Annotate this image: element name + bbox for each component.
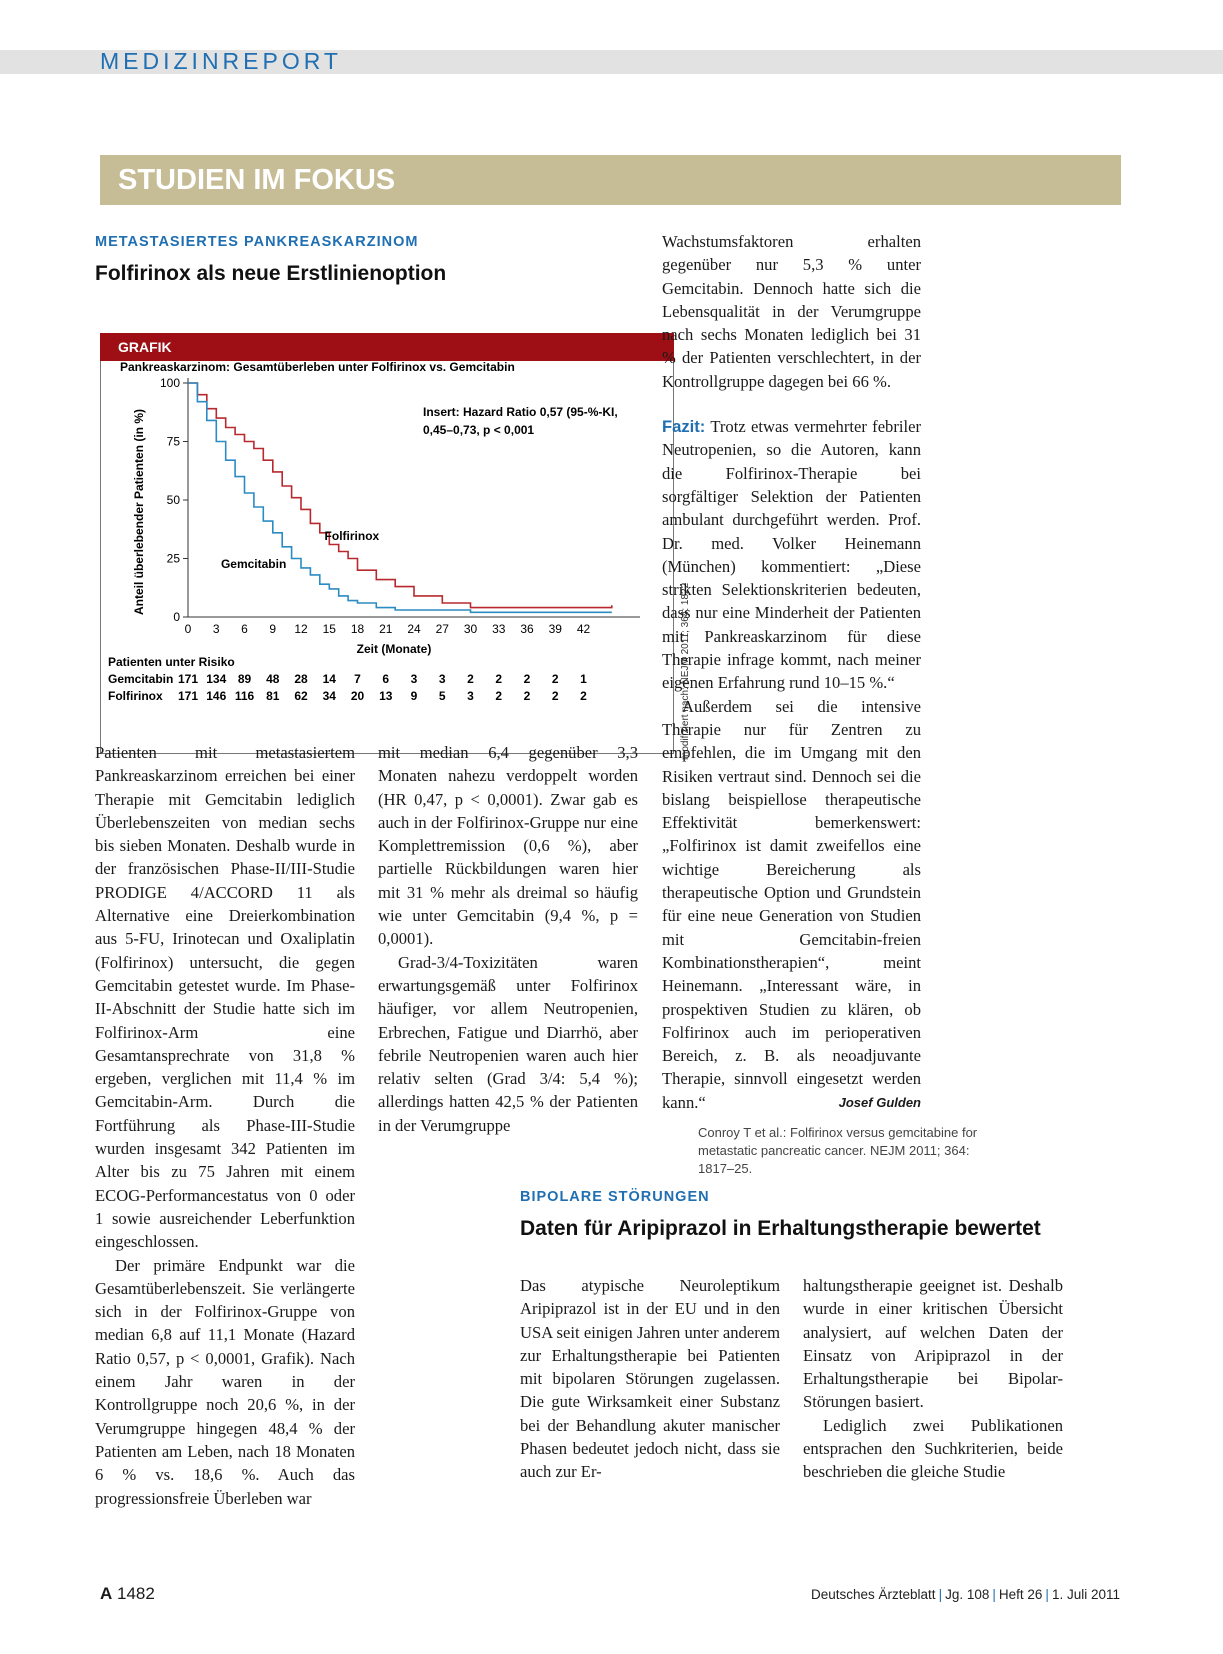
risk-value: 2 bbox=[551, 672, 559, 686]
journal-footer: Deutsches Ärzteblatt | Jg. 108 | Heft 26 | 1. Juli 2011 bbox=[811, 1587, 1120, 1602]
risk-value: 62 bbox=[294, 689, 308, 703]
x-tick-label: 0 bbox=[184, 622, 192, 636]
fazit-text: Trotz etwas vermehrter febriler Neutropenien, so die Autoren, kann die Folfirinox-Therapie bei sorgfältiger Selektion der Patienten ambulant durchgeführt werden. Prof. Dr. med. Volker Heinemann (München) kommentiert: „Diese strikten Selektionskriterien bedeuten, dass nur eine Minderheit der Patienten mit Pankreaskarzinom für diese Therapie infrage kommt, nach meiner eigenen Erfahrung rund 10–15 %.“ bbox=[662, 417, 921, 693]
x-tick-label: 30 bbox=[463, 622, 478, 636]
risk-value: 3 bbox=[410, 672, 418, 686]
paragraph: Lediglich zwei Publikationen entsprachen den Suchkriterien, beide beschrieben die gleiche Studie bbox=[803, 1415, 1063, 1482]
series-label-folfirinox: Folfirinox bbox=[324, 528, 380, 543]
risk-value: 28 bbox=[294, 672, 308, 686]
insert-text-line1: Insert: Hazard Ratio 0,57 (95-%-KI, bbox=[423, 405, 618, 419]
risk-value: 2 bbox=[523, 689, 531, 703]
x-tick-label: 24 bbox=[407, 622, 421, 636]
risk-value: 3 bbox=[438, 672, 446, 686]
article1-title: Folfirinox als neue Erstlinienoption bbox=[95, 262, 447, 285]
y-tick-label: 0 bbox=[173, 610, 180, 624]
paragraph bbox=[662, 695, 921, 1114]
risk-value: 2 bbox=[467, 672, 474, 686]
risk-value: 116 bbox=[234, 689, 255, 703]
paragraph: mit median 6,4 gegenüber 3,3 Monaten nahezu verdoppelt worden (HR 0,47, p < 0,0001). Zwar gab es auch in der Folfirinox-Gruppe nur eine Komplettremission (0,6 %), aber partielle Rückbildungen waren hier mit 31 % mehr als dreimal so häufig wie unter Gemcitabin (9,4 %, p = 0,0001). bbox=[378, 743, 638, 949]
risk-value: 2 bbox=[580, 689, 587, 703]
series-label-gemcitabin: Gemcitabin bbox=[220, 556, 287, 571]
risk-row-label: Folfirinox bbox=[108, 689, 163, 703]
paragraph: Das atypische Neuroleptikum Aripiprazol ist in der EU und in den USA seit einigen Jahren unter anderem zur Erhaltungstherapie bei Patienten mit bipolaren Störungen zugelassen. Die gute Wirksamkeit einer Substanz bei der Behandlung akuter manischer Phasen bedeutet jedoch nicht, dass sie auch zur Er- bbox=[520, 1276, 780, 1482]
x-tick-label: 42 bbox=[576, 622, 591, 636]
risk-value: 6 bbox=[382, 672, 390, 686]
paragraph: haltungstherapie geeignet ist. Deshalb wurde in einer kritischen Übersicht analysiert, auf welchen Daten der Einsatz von Aripiprazol in der Erhaltungstherapie bei Bipolar-Störungen basiert. bbox=[803, 1276, 1063, 1412]
fazit-paragraph bbox=[662, 415, 921, 695]
risk-value: 3 bbox=[467, 689, 474, 703]
reference: Conroy T et al.: Folfirinox versus gemcitabine for metastatic pancreatic cancer. NEJM 2011; 364: 1817–25. bbox=[698, 1125, 978, 1176]
y-tick-label: 75 bbox=[166, 434, 180, 449]
risk-value: 1 bbox=[580, 672, 587, 686]
risk-value: 134 bbox=[206, 672, 227, 686]
y-tick-label: 100 bbox=[159, 376, 180, 390]
x-tick-label: 12 bbox=[294, 622, 308, 636]
x-tick-label: 36 bbox=[520, 622, 534, 636]
risk-value: 20 bbox=[350, 689, 365, 703]
y-axis-label: Anteil überlebender Patienten (in %) bbox=[132, 408, 146, 616]
chart-label: GRAFIK bbox=[100, 333, 674, 361]
x-tick-label: 3 bbox=[212, 622, 220, 636]
paragraph: Wachstumsfaktoren erhalten gegenüber nur 5,3 % unter Gemcitabin. Dennoch hatte sich die Lebensqualität in der Verumgruppe nach sechs Monaten lediglich bei 31 % der Patienten verschlechtert, in der Kontrollgruppe dagegen bei 66 %. bbox=[662, 232, 921, 391]
article2-title: Daten für Aripiprazol in Erhaltungstherapie bewertet bbox=[520, 1217, 1041, 1240]
chart-title: Pankreaskarzinom: Gesamtüberleben unter Folfirinox vs. Gemcitabin bbox=[120, 361, 515, 374]
paragraph: Patienten mit metastasiertem Pankreaskarzinom erreichen bei einer Therapie mit Gemcitabin lediglich Überlebenszeiten von median sechs bis sieben Monaten. Deshalb wurde in der französischen Phase-II/III-Studie PRODIGE 4/ACCORD 11 als Alternative eine Dreierkombination aus 5-FU, Irinotecan und Oxaliplatin (Folfirinox) untersucht, die gegen Gemcitabin getestet wurde. Im Phase-II-Abschnitt der Studie hatte sich im Folfirinox-Arm eine Gesamtansprechrate von 31,8 % ergeben, verglichen mit 11,4 % im Gemcitabin-Arm. Durch die Fortführung als Phase-III-Studie wurden insgesamt 342 Patienten im Alter bis zu 75 Jahren mit einem ECOG-Performancestatus von 0 oder 1 sowie ausreichender Leberfunktion eingeschlossen. bbox=[95, 743, 355, 1252]
risk-value: 9 bbox=[410, 689, 418, 703]
author: Josef Gulden bbox=[838, 1094, 921, 1110]
x-tick-label: 27 bbox=[435, 622, 449, 636]
paragraph: Grad-3/4-Toxizitäten waren erwartungsgemäß unter Folfirinox häufiger, vor allem Neutropenien, Erbrechen, Fatigue und Diarrhö, aber febrile Neutropenien waren auch hier relativ selten (Grad 3/4: 5,4 %); allerdings hatten 42,5 % der Patienten in der Verumgruppe bbox=[378, 952, 638, 1135]
x-tick-label: 15 bbox=[322, 622, 336, 636]
risk-value: 146 bbox=[206, 689, 227, 703]
insert-text-line2: 0,45–0,73, p < 0,001 bbox=[423, 423, 535, 437]
section-label: MEDIZINREPORT bbox=[100, 48, 342, 74]
article1-column-2 bbox=[378, 741, 638, 1137]
x-tick-label: 21 bbox=[379, 622, 393, 636]
x-tick-label: 9 bbox=[269, 622, 277, 636]
y-tick-label: 50 bbox=[166, 493, 180, 507]
article2-column-2 bbox=[803, 1274, 1063, 1484]
fazit-label: Fazit: bbox=[662, 417, 706, 437]
risk-value: 89 bbox=[237, 672, 252, 686]
risk-row-label: Gemcitabin bbox=[108, 672, 174, 686]
risk-value: 13 bbox=[379, 689, 393, 703]
chart-source: modifiziert nach: NEJM 2011; 364: 1822 bbox=[680, 582, 691, 760]
x-tick-label: 39 bbox=[548, 622, 562, 636]
section-banner: STUDIEN IM FOKUS bbox=[100, 155, 1121, 205]
y-tick-label: 25 bbox=[166, 551, 180, 566]
x-tick-label: 33 bbox=[492, 622, 506, 636]
risk-value: 7 bbox=[354, 672, 361, 686]
risk-value: 2 bbox=[495, 672, 503, 686]
risk-value: 2 bbox=[551, 689, 559, 703]
x-tick-label: 6 bbox=[241, 622, 248, 636]
x-tick-label: 18 bbox=[350, 622, 365, 636]
x-axis-label: Zeit (Monate) bbox=[356, 642, 432, 656]
paragraph: Der primäre Endpunkt war die Gesamtüberlebenszeit. Sie verlängerte sich in der Folfirinox-Gruppe von median 6,8 auf 11,1 Monate (Hazard Ratio 0,57, p < 0,0001, Grafik). Nach einem Jahr waren in der Kontrollgruppe noch 20,6 %, in der Verumgruppe hingegen 48,4 % der Patienten am Leben, nach 18 Monaten 6 % vs. 18,6 %. Auch das progressionsfreie Überleben war bbox=[95, 1255, 355, 1508]
paragraph-text: Außerdem sei die intensive Therapie nur für Zentren zu empfehlen, die im Umgang mit den Risiken vertraut sind. Dennoch sei die bislang beispiellose therapeutische Effektivität bemerkenswert: „Folfirinox ist damit zweifellos eine wichtige Bereicherung als therapeutische Option und Grundstein für eine neue Generation von Studien mit Gemcitabin-freien Kombinationstherapien“, meint Heinemann. „Interessant wäre, in prospektiven Studien zu klären, ob Folfirinox auch im perioperativen Bereich, z. B. als neoadjuvante Therapie, sinnvoll eingesetzt werden kann.“ bbox=[662, 696, 921, 1112]
risk-value: 2 bbox=[495, 689, 503, 703]
risk-value: 2 bbox=[523, 672, 531, 686]
risk-value: 5 bbox=[438, 689, 446, 703]
risk-table-title: Patienten unter Risiko bbox=[108, 655, 235, 669]
risk-value: 34 bbox=[322, 689, 336, 703]
page-number: A 1482 bbox=[100, 1584, 155, 1603]
risk-value: 14 bbox=[322, 672, 336, 686]
article1-kicker: METASTASIERTES PANKREASKARZINOM bbox=[95, 234, 419, 250]
risk-value: 81 bbox=[266, 689, 280, 703]
risk-value: 171 bbox=[177, 689, 199, 703]
article2-column-1 bbox=[520, 1274, 780, 1484]
article1-column-1 bbox=[95, 741, 355, 1510]
risk-value: 48 bbox=[266, 672, 280, 686]
article2-kicker: BIPOLARE STÖRUNGEN bbox=[520, 1189, 710, 1205]
survival-chart bbox=[100, 361, 674, 753]
risk-value: 171 bbox=[177, 672, 199, 686]
article1-column-3 bbox=[662, 230, 921, 1114]
